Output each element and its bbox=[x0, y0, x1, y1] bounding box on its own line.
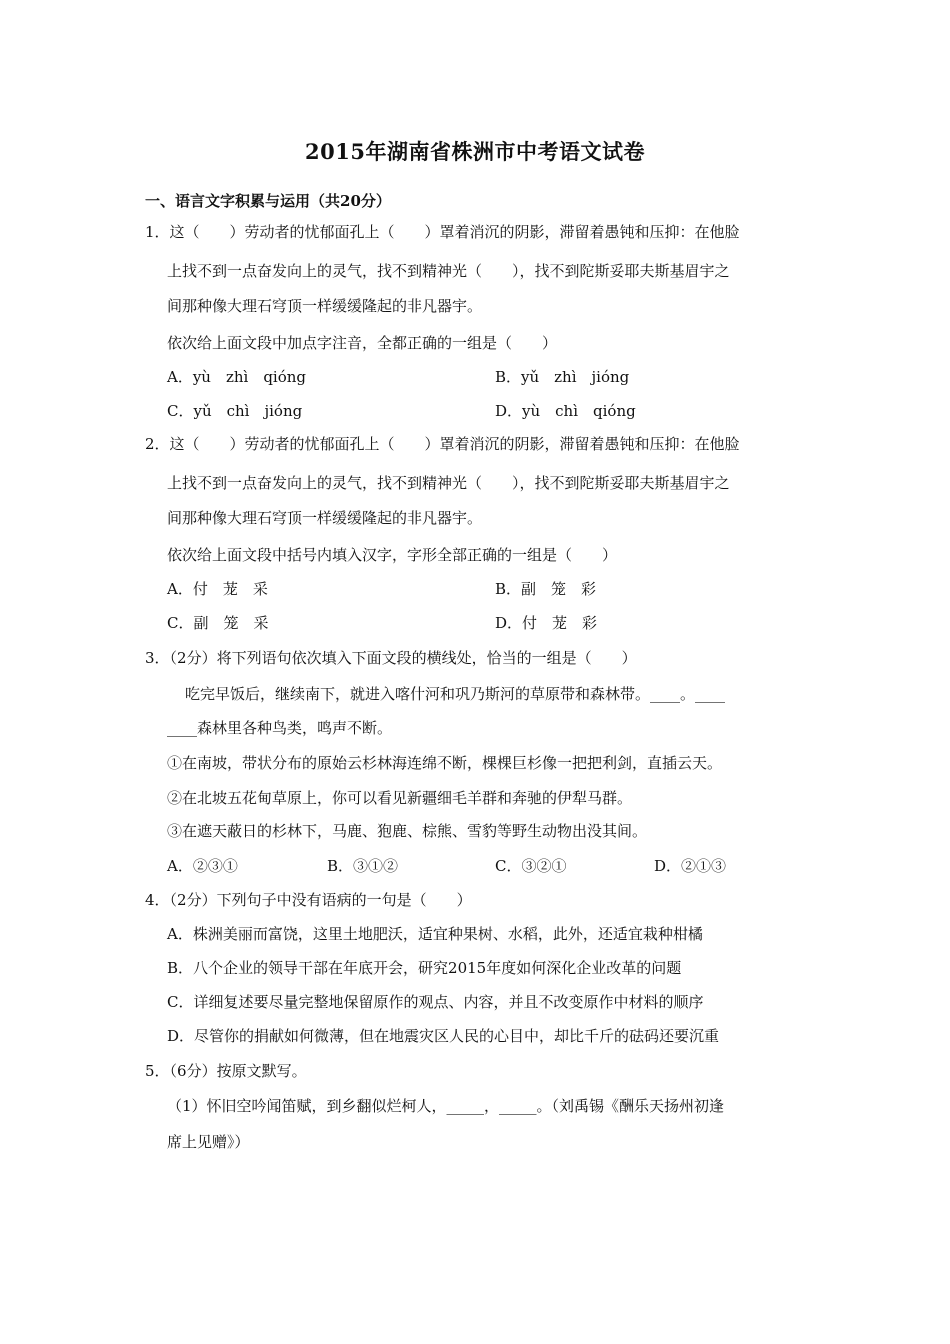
q1-option-d: D．yù chì qióng bbox=[495, 402, 636, 420]
q2-option-a: A．付 茏 采 bbox=[167, 580, 268, 598]
q2-line2: 上找不到一点奋发向上的灵气，找不到精神光（ ），找不到陀斯妥耶夫斯基眉宇之 bbox=[167, 474, 730, 492]
q1-line1: 1．这（ ）劳动者的忧郁面孔上（ ）罩着消沉的阴影，滞留着愚钝和压抑：在他脸 bbox=[145, 223, 740, 241]
q3-line3: ____森林里各种鸟类，鸣声不断。 bbox=[167, 719, 393, 737]
q2-option-d: D．付 茏 彩 bbox=[495, 614, 598, 632]
q3-sentence-1: ①在南坡，带状分布的原始云杉林海连绵不断，棵棵巨杉像一把把利剑，直插云天。 bbox=[167, 754, 723, 772]
q5-sub1-line1: （1）怀旧空吟闻笛赋，到乡翻似烂柯人，_____，_____。（刘禹锡《酬乐天扬州初逢 bbox=[167, 1097, 725, 1115]
q1-line2: 上找不到一点奋发向上的灵气，找不到精神光（ ），找不到陀斯妥耶夫斯基眉宇之 bbox=[167, 262, 730, 280]
q4-option-c: C．详细复述要尽量完整地保留原作的观点、内容，并且不改变原作中材料的顺序 bbox=[167, 993, 704, 1011]
q3-sentence-3: ③在遮天蔽日的杉林下，马鹿、狍鹿、棕熊、雪豹等野生动物出没其间。 bbox=[167, 822, 648, 840]
q4-line1: 4．（2分）下列句子中没有语病的一句是（ ） bbox=[145, 891, 472, 909]
q4-option-a: A．株洲美丽而富饶，这里土地肥沃，适宜种果树、水稻，此外，还适宜栽种柑橘 bbox=[167, 925, 703, 943]
q1-option-c: C．yǔ chì jióng bbox=[167, 402, 303, 420]
q3-option-c: C．③②① bbox=[495, 857, 567, 875]
q5-sub1-line2: 席上见赠》） bbox=[167, 1133, 250, 1151]
q4-option-b: B．八个企业的领导干部在年底开会，研究2015年度如何深化企业改革的问题 bbox=[167, 959, 682, 977]
q2-option-c: C．副 笼 采 bbox=[167, 614, 269, 632]
q3-sentence-2: ②在北坡五花甸草原上，你可以看见新疆细毛羊群和奔驰的伊犁马群。 bbox=[167, 789, 633, 807]
q2-line3: 间那种像大理石穹顶一样缓缓隆起的非凡器宇。 bbox=[167, 509, 483, 527]
q3-option-d: D．②①③ bbox=[654, 857, 727, 875]
q4-option-d: D．尽管你的捐献如何微薄，但在地震灾区人民的心目中，却比千斤的砝码还要沉重 bbox=[167, 1027, 720, 1045]
section-heading: 一、语言文字积累与运用（共20分） bbox=[145, 192, 391, 210]
q2-prompt: 依次给上面文段中括号内填入汉字，字形全部正确的一组是（ ） bbox=[167, 546, 618, 564]
q3-line1: 3．（2分）将下列语句依次填入下面文段的横线处，恰当的一组是（ ） bbox=[145, 649, 637, 667]
q3-option-a: A．②③① bbox=[167, 857, 238, 875]
q3-option-b: B．③①② bbox=[327, 857, 399, 875]
q2-line1: 2．这（ ）劳动者的忧郁面孔上（ ）罩着消沉的阴影，滞留着愚钝和压抑：在他脸 bbox=[145, 435, 740, 453]
q1-option-b: B．yǔ zhì jióng bbox=[495, 368, 630, 386]
q1-line3: 间那种像大理石穹顶一样缓缓隆起的非凡器宇。 bbox=[167, 297, 483, 315]
q2-option-b: B．副 笼 彩 bbox=[495, 580, 597, 598]
q3-line2: 吃完早饭后，继续南下，就进入喀什河和巩乃斯河的草原带和森林带。____。____ bbox=[185, 685, 726, 703]
page-title: 2015年湖南省株洲市中考语文试卷 bbox=[305, 139, 645, 164]
q1-prompt: 依次给上面文段中加点字注音，全都正确的一组是（ ） bbox=[167, 334, 558, 352]
q1-option-a: A．yù zhì qióng bbox=[167, 368, 307, 386]
q5-line1: 5．（6分）按原文默写。 bbox=[145, 1062, 307, 1080]
